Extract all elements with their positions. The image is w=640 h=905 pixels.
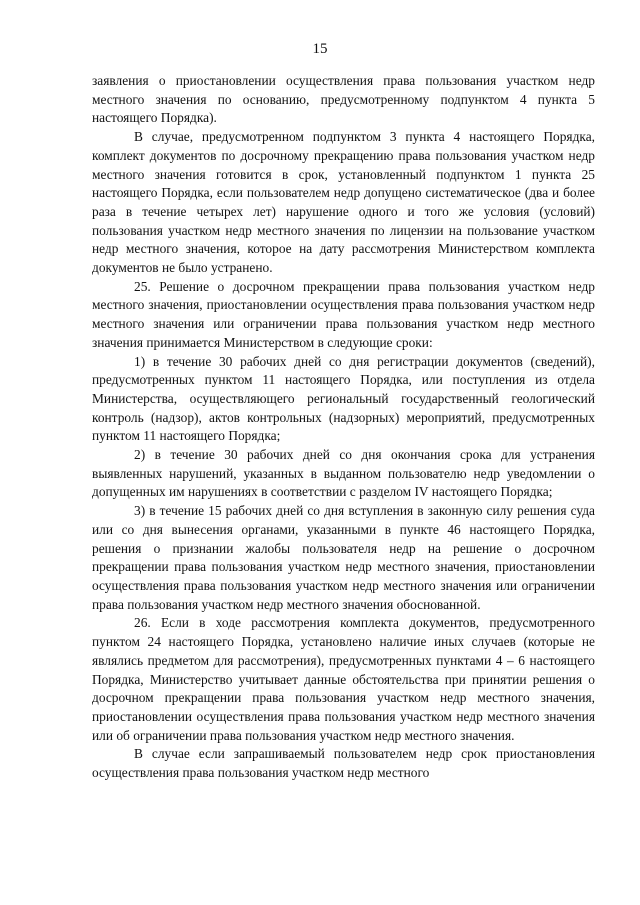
list-item-term-1: 1) в течение 30 рабочих дней со дня регистрации документов (сведений), предусмотренных пунктом 11 настоящего Порядка, или поступления из отдела Министерства, осуществляющего региональный государственный геологический контроль (надзор), актов контрольных (надзорных) мероприятий, предусмотренных пунктом 11 настоящего Порядка;: [92, 353, 595, 444]
paragraph-case-subpoint-3: В случае, предусмотренном подпунктом 3 пункта 4 настоящего Порядка, комплект документов по досрочному прекращению права пользования участком недр местного значения готовится в срок, установленный подпунктом 1 пункта 25 настоящего Порядка, если пользователем недр допущено систематическое (два и более раза в течение четырех лет) нарушение одного и того же условия (условий) пользования участком недр местного значения по лицензии на пользование участком недр местного значения, которое на дату рассмотрения Министерством комплекта документов не было устранено.: [92, 129, 595, 276]
paragraph-suspension-term: В случае если запрашиваемый пользователем недр срок приостановления осуществления права пользования участком недр местного: [92, 746, 595, 781]
page-number: 15: [312, 41, 328, 57]
list-item-term-2: 2) в течение 30 рабочих дней со дня окончания срока для устранения выявленных нарушений, указанных в выданном пользователю недр уведомлении о допущенных им нарушениях в соответствии с разделом IV настоящего Порядка;: [92, 447, 595, 500]
document-body: [92, 72, 595, 783]
paragraph-26-other-cases: 26. Если в ходе рассмотрения комплекта документов, предусмотренного пунктом 24 настоящего Порядка, установлено наличие иных случаев (которые не являлись предметом для рассмотрения), предусмотренных пунктами 4 – 6 настоящего Порядка, Министерство учитывает данные обстоятельства при принятии решения о досрочном прекращении права пользования участком недр местного значения, приостановлении осуществления права пользования участком недр местного значения или об ограничении права пользования участком недр местного значения.: [92, 615, 595, 743]
paragraph-25-decision-terms: 25. Решение о досрочном прекращении права пользования участком недр местного значения, приостановлении осуществления права пользования участком недр местного значения или ограничении права пользования участком недр местного значения принимается Министерством в следующие сроки:: [92, 278, 595, 350]
paragraph-continuation: заявления о приостановлении осуществления права пользования участком недр местного значения по основанию, предусмотренному подпунктом 4 пункта 5 настоящего Порядка).: [92, 73, 595, 126]
list-item-term-3: 3) в течение 15 рабочих дней со дня вступления в законную силу решения суда или со дня вынесения органами, указанными в пункте 46 настоящего Порядка, решения о признании жалобы пользователя недр на решение о досрочном прекращении права пользования участком недр местного значения, приостановлении осуществления права пользования участком недр местного значения или ограничении права пользования участком недр местного значения обоснованной.: [92, 503, 595, 612]
